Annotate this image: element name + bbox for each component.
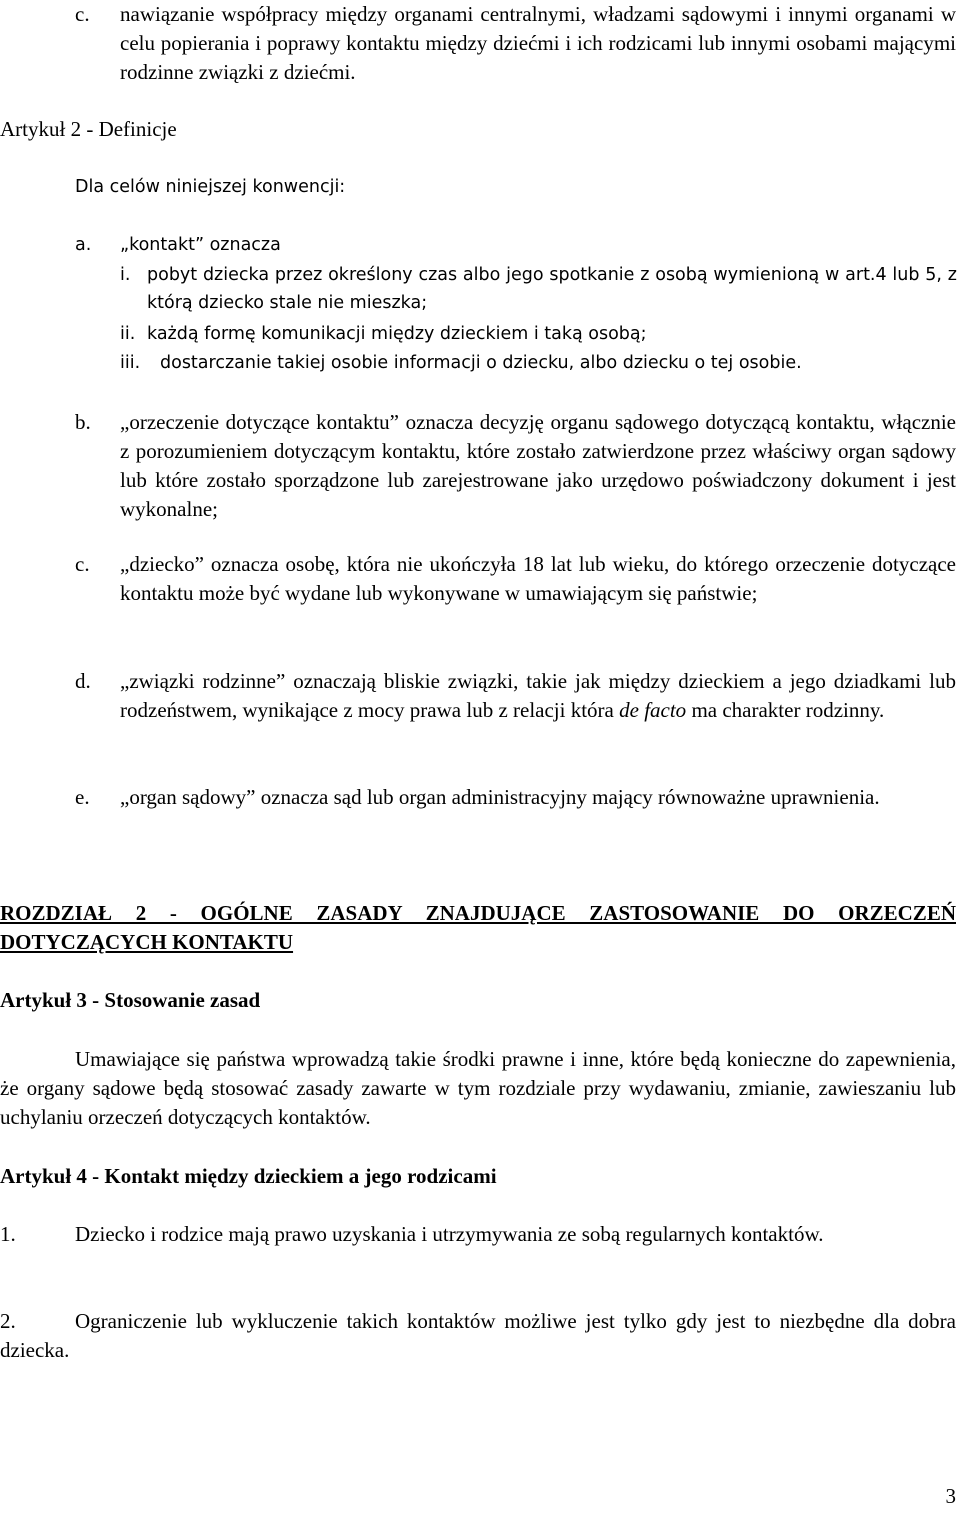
- item-marker: e.: [75, 785, 90, 809]
- paragraph: Umawiające się państwa wprowadzą takie środki prawne i inne, które będą konieczne do zapewnienia, że organy sądowe będą stosować zasady zawarte w tym rozdziale przy wydawaniu, zmianie, zawieszaniu lub uchylaniu orzeczeń dotyczących kontaktów.: [0, 1047, 956, 1129]
- subitem-text: każdą formę komunikacji między dzieckiem i taką osobą;: [147, 324, 647, 344]
- article-heading: Artykuł 3 - Stosowanie zasad: [0, 988, 261, 1012]
- definition-d-italic: de facto: [619, 698, 687, 722]
- definition-b: „orzeczenie dotyczące kontaktu” oznacza decyzję organu sądowego dotyczącą kontaktu, włącznie z porozumieniem dotyczącym kontaktu, które zostało zatwierdzone przez właściwy organ sądowy lub które zostało sporządzone lub zarejestrowane jako urzędowo poświadczony dokument i jest wykonalne;: [120, 410, 956, 521]
- intro-text: Dla celów niniejszej konwencji:: [75, 177, 346, 197]
- definition-d-text: „związki rodzinne” oznaczają bliskie związki, takie jak między dzieckiem a jego dziadkami lub rodzeństwem, wynikające z mocy prawa lub z relacji która: [120, 669, 956, 722]
- paragraph: Ograniczenie lub wykluczenie takich kontaktów możliwe jest tylko gdy jest to niezbędne dla dobra dziecka.: [0, 1309, 956, 1362]
- article-heading: Artykuł 4 - Kontakt między dzieckiem a jego rodzicami: [0, 1164, 497, 1188]
- chapter-heading: ROZDZIAŁ 2 - OGÓLNE ZASADY ZNAJDUJĄCE ZASTOSOWANIE DO ORZECZEŃ DOTYCZĄCYCH KONTAKTU: [0, 901, 956, 954]
- subitem-text: dostarczanie takiej osobie informacji o dziecku, albo dziecku o tej osobie.: [160, 353, 802, 373]
- subitem-marker: ii.: [120, 324, 136, 344]
- item-marker: 1.: [0, 1222, 16, 1246]
- subitem-marker: iii.: [120, 353, 141, 373]
- item-marker: c.: [75, 552, 90, 576]
- subitem-text: pobyt dziecka przez określony czas albo jego spotkanie z osobą wymienioną w art.4 lub 5, z którą dziecko stale nie mieszka;: [147, 265, 957, 313]
- paragraph: nawiązanie współpracy między organami centralnymi, władzami sądowymi i innymi organami w celu popierania i poprawy kontaktu między dziećmi i ich rodzicami lub innymi osobami mającymi rodzinne związki z dziećmi.: [120, 2, 956, 84]
- definition-d-text-end: ma charakter rodzinny.: [686, 698, 885, 722]
- page-number: 3: [945, 1484, 956, 1508]
- definition-d: [120, 667, 956, 725]
- definition-a: „kontakt” oznacza: [120, 235, 281, 255]
- definition-c: „dziecko” oznacza osobę, która nie ukończyła 18 lat lub wieku, do którego orzeczenie dotyczące kontaktu może być wydane lub wykonywane w umawiającym się państwie;: [120, 552, 956, 605]
- item-marker: a.: [75, 235, 92, 255]
- definition-e: „organ sądowy” oznacza sąd lub organ administracyjny mający równoważne uprawnienia.: [120, 785, 880, 809]
- item-marker: b.: [75, 410, 91, 434]
- paragraph: Dziecko i rodzice mają prawo uzyskania i utrzymywania ze sobą regularnych kontaktów.: [75, 1222, 824, 1246]
- item-marker: d.: [75, 669, 91, 693]
- item-marker: c.: [75, 2, 90, 26]
- item-marker: 2.: [0, 1309, 16, 1333]
- article-heading: Artykuł 2 - Definicje: [0, 117, 177, 141]
- subitem-marker: i.: [120, 265, 131, 285]
